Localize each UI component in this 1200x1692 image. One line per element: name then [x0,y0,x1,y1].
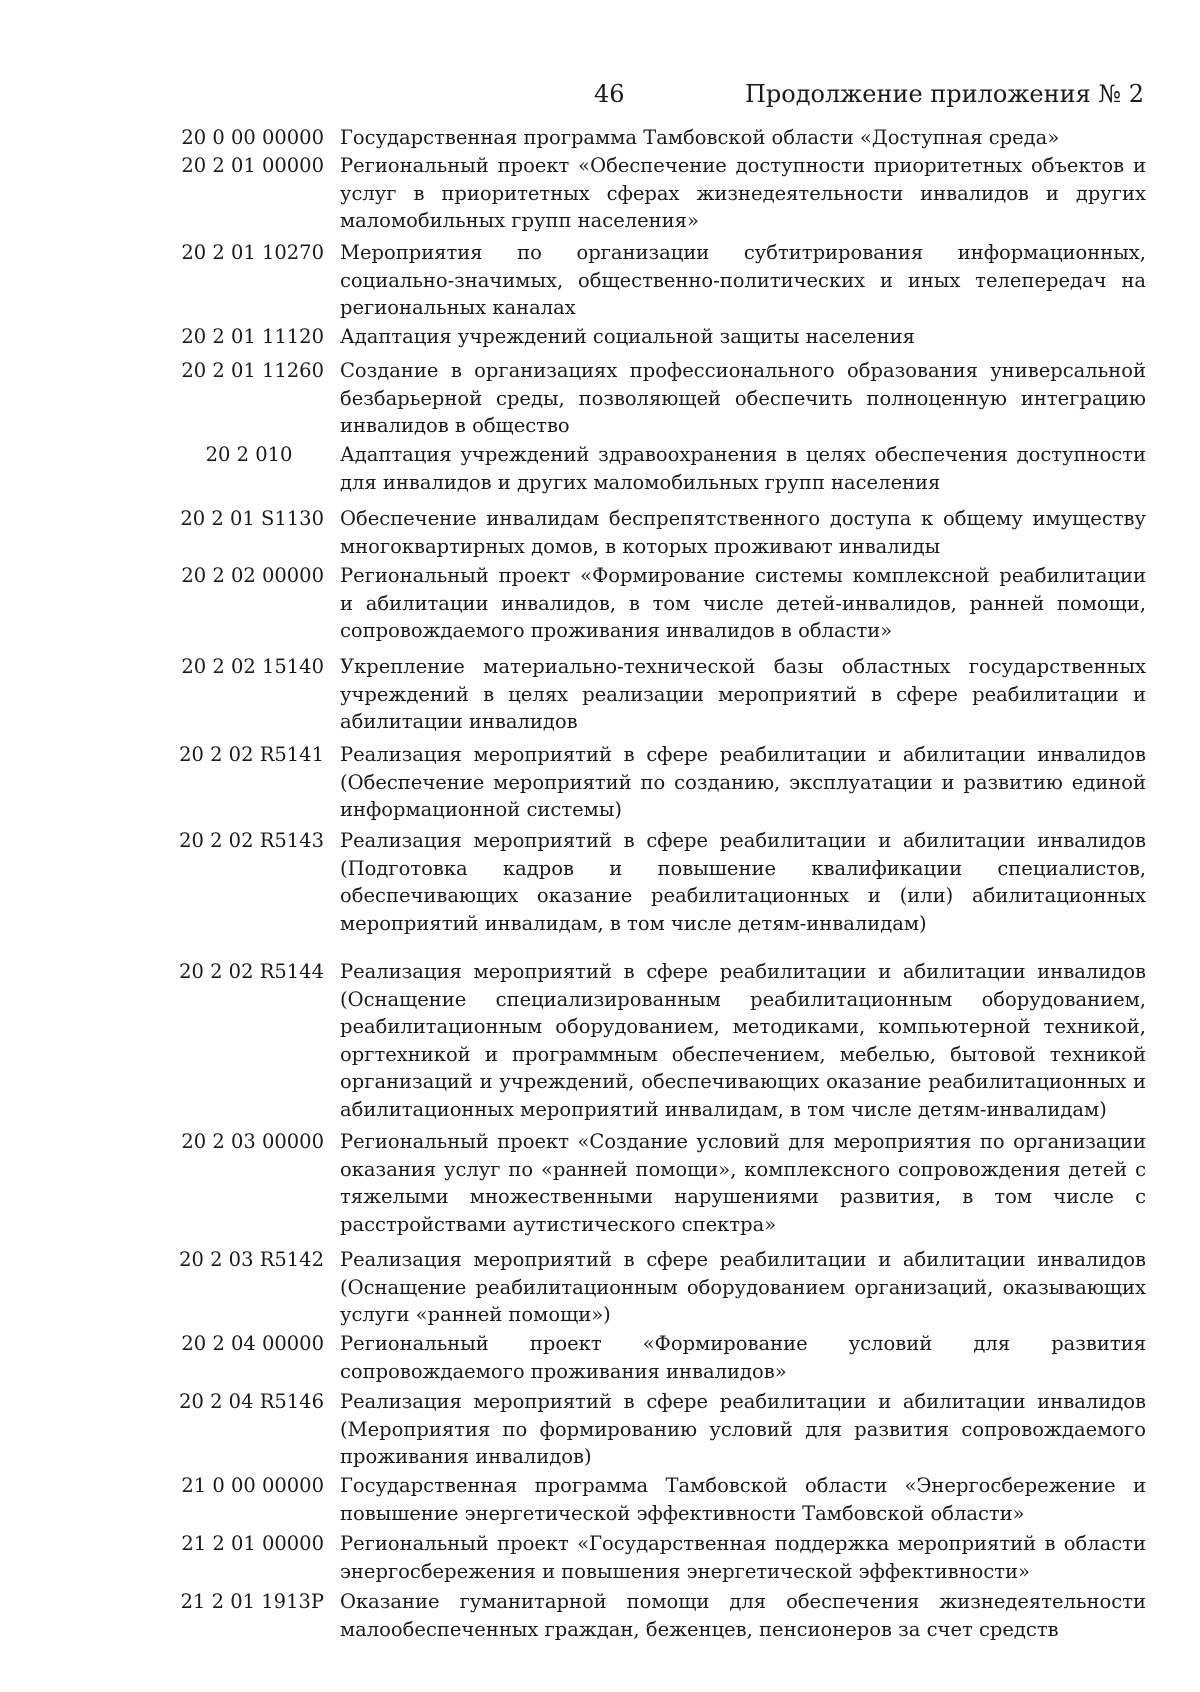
classification-description: Региональный проект «Формирование системы комплексной реабилитации и абилитации инвалидов, в том числе детей-инвалидов, ранней помощи, сопровождаемого проживания инвалидов в области» [340,564,1146,642]
classification-code: 20 2 02 00000 [181,564,324,587]
classification-description: Реализация мероприятий в сфере реабилитации и абилитации инвалидов (Обеспечение мероприятий по созданию, эксплуатации и развитию единой информационной системы) [340,743,1146,821]
classification-description: Региональный проект «Создание условий для мероприятия по организации оказания услуг по «ранней помощи», комплексного сопровождения детей с тяжелыми множественными нарушениями развития, в том числе с расстройствами аутистического спектра» [340,1130,1146,1236]
classification-code: 20 2 01 11120 [181,325,324,348]
classification-code: 20 2 01 00000 [181,154,324,177]
page-number: 46 [594,80,625,108]
classification-description: Мероприятия по организации субтитрирования информационных, социально-значимых, общественно-политических и иных телепередач на региональных каналах [340,241,1146,319]
page-header [0,80,1200,116]
classification-description: Адаптация учреждений социальной защиты населения [340,325,915,348]
classification-code: 20 2 02 R5141 [179,743,324,766]
classification-description: Региональный проект «Обеспечение доступности приоритетных объектов и услуг в приоритетных сферах жизнедеятельности инвалидов и других маломобильных групп населения» [340,154,1146,232]
classification-description: Оказание гуманитарной помощи для обеспечения жизнедеятельности малообеспеченных граждан, беженцев, пенсионеров за счет средств [340,1590,1146,1641]
classification-code: 20 2 01 10270 [181,241,324,264]
classification-description: Реализация мероприятий в сфере реабилитации и абилитации инвалидов (Подготовка кадров и повышение квалификации специалистов, обеспечивающих оказание реабилитационных и (или) абилитационных мероприятий инвалидам, в том числе детям-инвалидам) [340,829,1146,935]
classification-code: 20 2 02 R5143 [179,829,324,852]
classification-description: Реализация мероприятий в сфере реабилитации и абилитации инвалидов (Оснащение специализированным реабилитационным оборудованием, реабилитационным оборудованием, методиками, компьютерной техникой, оргтехникой и программным обеспечением, мебелью, бытовой техникой организаций и учреждений, обеспечивающих оказание реабилитационных и абилитационных мероприятий инвалидам, в том числе детям-инвалидам) [340,960,1146,1121]
classification-code: 20 2 04 R5146 [179,1390,324,1413]
classification-code: 20 0 00 00000 [181,126,324,149]
classification-description: Обеспечение инвалидам беспрепятственного доступа к общему имуществу многоквартирных домов, в которых проживают инвалиды [340,507,1146,558]
classification-description: Государственная программа Тамбовской области «Доступная среда» [340,126,1060,149]
classification-code: 20 2 03 R5142 [179,1248,324,1271]
classification-description: Реализация мероприятий в сфере реабилитации и абилитации инвалидов (Оснащение реабилитационным оборудованием организаций, оказывающих услуги «ранней помощи») [340,1248,1146,1326]
classification-code: 21 2 01 00000 [181,1532,324,1555]
classification-description: Создание в организациях профессионального образования универсальной безбарьерной среды, позволяющей обеспечить полноценную интеграцию инвалидов в общество [340,359,1146,437]
classification-description: Региональный проект «Государственная поддержка мероприятий в области энергосбережения и повышения энергетической эффективности» [340,1532,1146,1583]
classification-description: Реализация мероприятий в сфере реабилитации и абилитации инвалидов (Мероприятия по формированию условий для развития сопровождаемого проживания инвалидов) [340,1390,1146,1468]
classification-code: 20 2 04 00000 [181,1332,324,1355]
classification-code: 20 2 02 15140 [181,655,324,678]
classification-code: 20 2 010 [205,443,293,466]
classification-description: Региональный проект «Формирование условий для развития сопровождаемого проживания инвалидов» [340,1332,1146,1383]
classification-code: 21 0 00 00000 [181,1474,324,1497]
classification-code: 20 2 03 00000 [181,1130,324,1153]
classification-code: 20 2 01 11260 [181,359,324,382]
classification-code: 20 2 02 R5144 [179,960,324,983]
classification-code: 21 2 01 1913P [180,1590,324,1613]
classification-description: Укрепление материально-технической базы областных государственных учреждений в целях реализации мероприятий в сфере реабилитации и абилитации инвалидов [340,655,1146,733]
classification-code: 20 2 01 S1130 [180,507,324,530]
appendix-continuation-title: Продолжение приложения № 2 [744,80,1144,108]
classification-description: Адаптация учреждений здравоохранения в целях обеспечения доступности для инвалидов и других маломобильных групп населения [340,443,1146,494]
classification-description: Государственная программа Тамбовской области «Энергосбережение и повышение энергетической эффективности Тамбовской области» [340,1474,1146,1525]
